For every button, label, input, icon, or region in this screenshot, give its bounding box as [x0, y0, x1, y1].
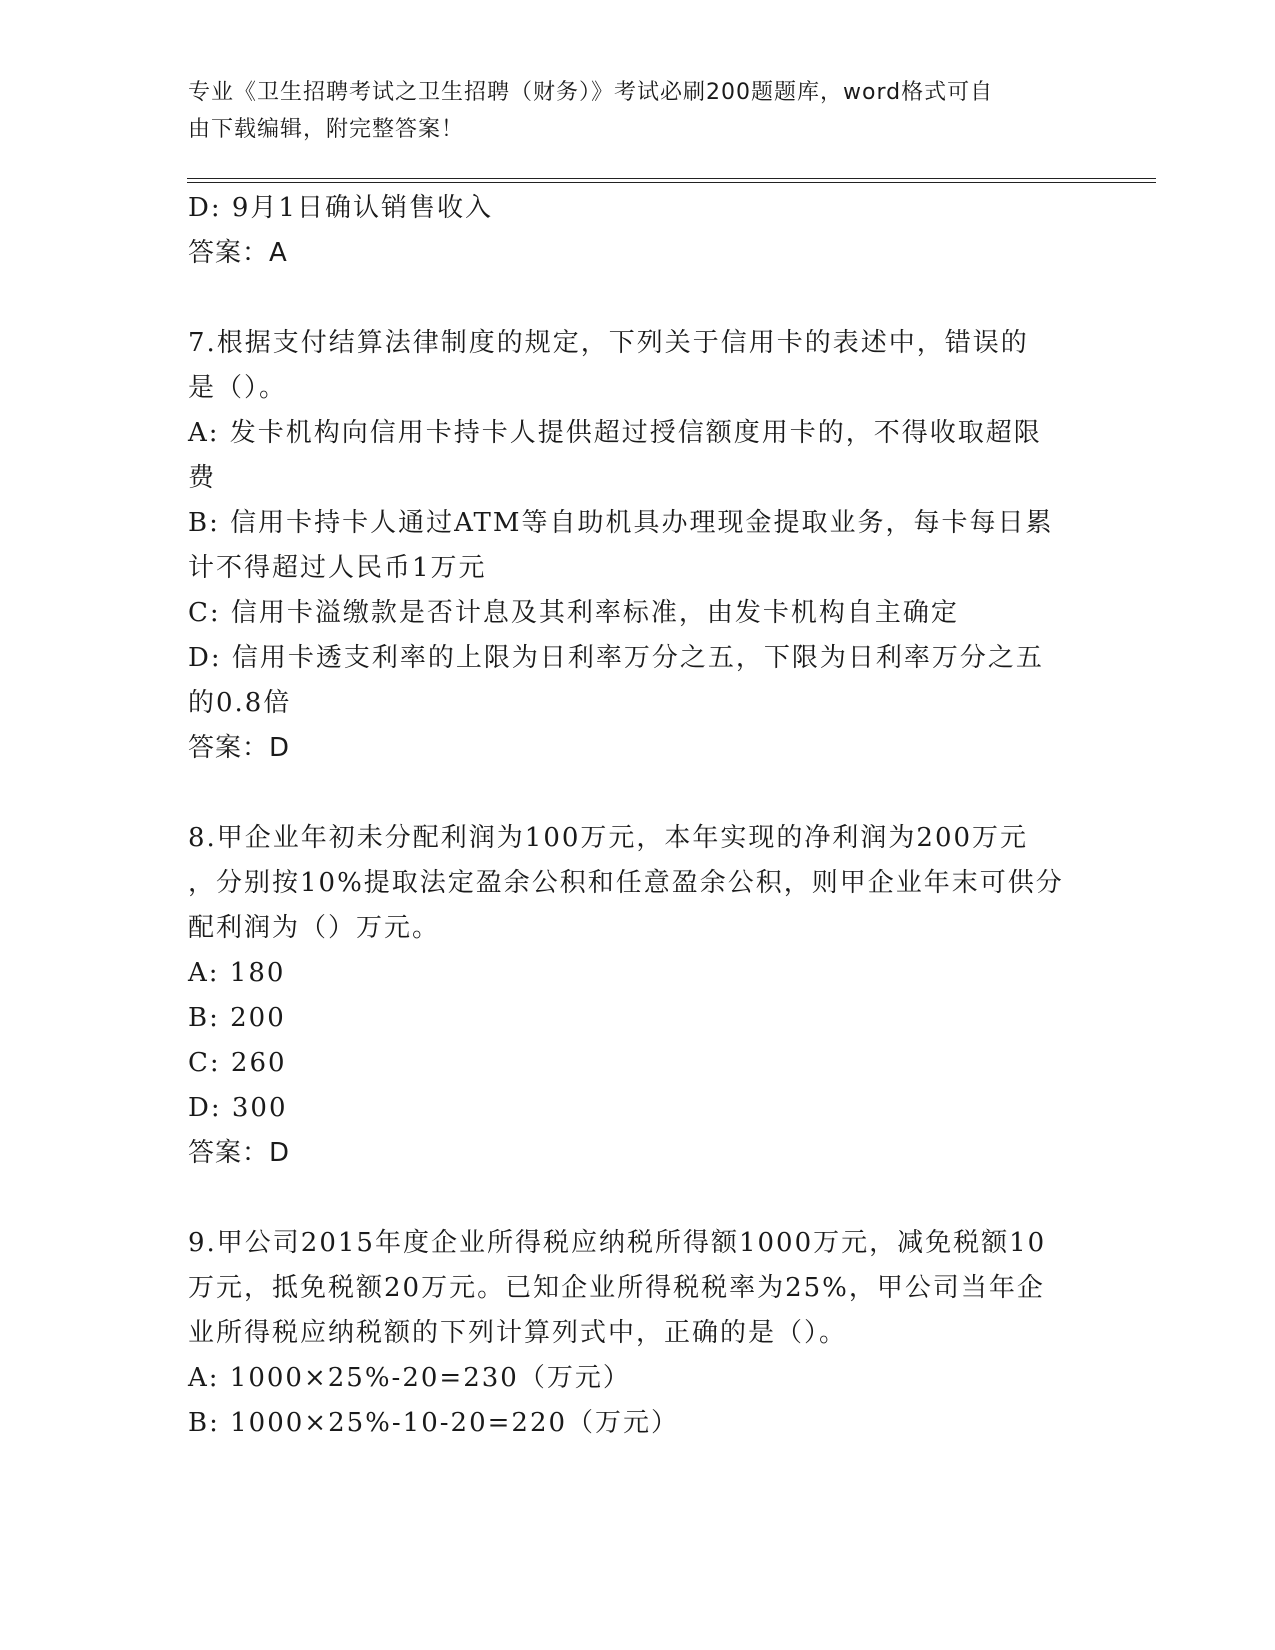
question-text: 万元，抵免税额20万元。已知企业所得税税率为25%，甲公司当年企 [188, 1273, 1045, 1303]
question-text: 7.根据支付结算法律制度的规定，下列关于信用卡的表述中，错误的 [188, 328, 1029, 358]
question-block-9 [188, 1221, 1088, 1446]
option-c: C: 260 [188, 1048, 287, 1078]
question-block-8 [188, 816, 1088, 1176]
question-text: 是（）。 [188, 373, 288, 403]
answer-line: 答案：A [188, 238, 288, 268]
question-text: ，分别按10%提取法定盈余公积和任意盈余公积，则甲企业年末可供分 [188, 868, 1064, 898]
question-text: 配利润为（）万元。 [188, 913, 441, 943]
option-a: A: 180 [188, 958, 286, 988]
question-content [188, 186, 1088, 1446]
option-a-continued: 费 [188, 463, 217, 493]
answer-line: 答案：D [188, 1138, 291, 1168]
header-line-2: 由下载编辑，附完整答案！ [188, 117, 465, 142]
option-c: C: 信用卡溢缴款是否计息及其利率标准，由发卡机构自主确定 [188, 598, 959, 628]
question-text: 8.甲企业年初未分配利润为100万元，本年实现的净利润为200万元 [188, 823, 1029, 853]
option-b: B: 信用卡持卡人通过ATM等自助机具办理现金提取业务，每卡每日累 [188, 508, 1054, 538]
question-block-7 [188, 321, 1088, 771]
option-a: A: 1000×25%-20=230（万元） [188, 1363, 631, 1393]
spacer [188, 276, 1088, 321]
option-b: B: 200 [188, 1003, 286, 1033]
header-line-1: 专业《卫生招聘考试之卫生招聘（财务）》考试必刷200题题库，word格式可自 [188, 80, 994, 105]
option-b-continued: 计不得超过人民币1万元 [188, 553, 487, 583]
page-header [188, 74, 1088, 148]
option-a: A: 发卡机构向信用卡持卡人提供超过授信额度用卡的，不得收取超限 [188, 418, 1042, 448]
spacer [188, 771, 1088, 816]
question-text: 9.甲公司2015年度企业所得税应纳税所得额1000万元，减免税额10 [188, 1228, 1047, 1258]
header-divider [187, 178, 1156, 183]
question-text: 业所得税应纳税额的下列计算列式中，正确的是（）。 [188, 1318, 848, 1348]
question-block-6 [188, 186, 1088, 276]
option-b: B: 1000×25%-10-20=220（万元） [188, 1408, 680, 1438]
option-d: D: 信用卡透支利率的上限为日利率万分之五，下限为日利率万分之五 [188, 643, 1044, 673]
spacer [188, 1176, 1088, 1221]
answer-line: 答案：D [188, 733, 291, 763]
option-d: D: 300 [188, 1093, 288, 1123]
option-d: D: 9月1日确认销售收入 [188, 193, 493, 223]
option-d-continued: 的0.8倍 [188, 688, 292, 718]
